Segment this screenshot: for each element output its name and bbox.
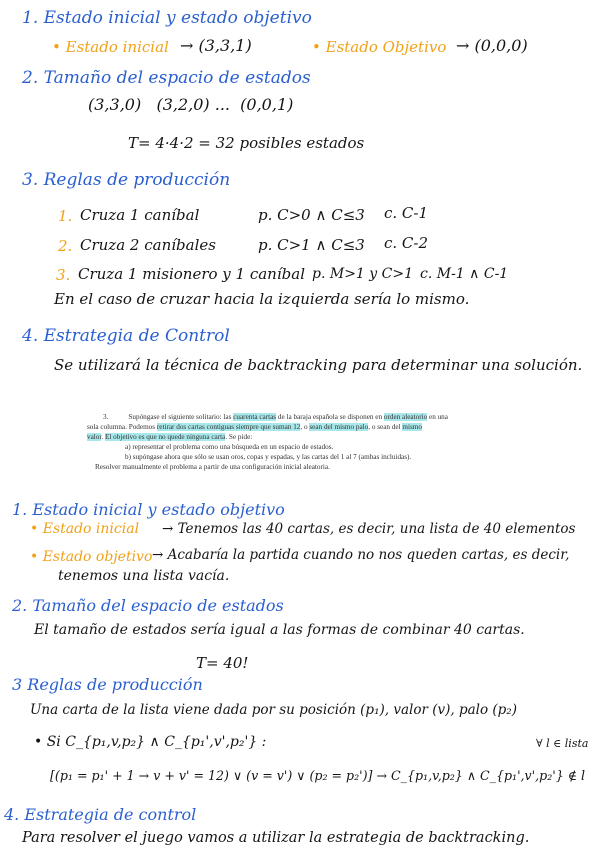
section-title-initial-goal: 1. Estado inicial y estado objetivo <box>22 8 312 28</box>
forall-list: ∀ l ∈ lista <box>536 737 589 750</box>
section-title-state-space: 2. Tamaño del espacio de estados <box>22 68 311 88</box>
problem-number: 3. <box>103 413 109 421</box>
problem-text: . <box>101 433 105 441</box>
state-space-total: T= 4·4·2 = 32 posibles estados <box>128 134 365 152</box>
rule-3-text: Cruza 1 misionero y 1 caníbal <box>78 265 305 283</box>
initial-state-label: • Estado inicial <box>52 38 169 56</box>
rule-2-precondition: p. C>1 ∧ C≤3 <box>258 236 365 254</box>
problem-item-c: Resolver manualmente el problema a partir de una configuración inicial aleatoria. <box>95 463 330 471</box>
rule-2-text: Cruza 2 caníbales <box>80 236 216 254</box>
rule-3-consequence: c. M-1 ∧ C-1 <box>420 266 509 282</box>
rule-3-precondition: p. M>1 y C>1 <box>312 266 413 282</box>
problem-text: sola columna. Podemos <box>87 423 157 431</box>
section-title-control-strategy: 4. Estrategia de Control <box>22 326 230 346</box>
section-title-control-strategy-2: 4. Estrategia de control <box>4 805 197 824</box>
initial-state-label-2: • Estado inicial <box>30 521 140 537</box>
control-strategy-text-2: Para resolver el juego vamos a utilizar la estrategia de backtracking. <box>22 830 530 846</box>
rule-formula-condition: • Si C_{p₁,v,p₂} ∧ C_{p₁',v',p₂'} : <box>34 734 267 750</box>
problem-text: en una <box>427 413 448 421</box>
initial-state-value: → (3,3,1) <box>180 36 252 55</box>
problem-text: . Se pide: <box>225 433 253 441</box>
initial-state-value-2: → Tenemos las 40 cartas, es decir, una lista de 40 elementos <box>162 521 576 537</box>
problem-highlight: El objetivo es que no quede ninguna carta <box>104 433 226 441</box>
problem-line-2 <box>87 422 517 432</box>
rule-3-number: 3. <box>56 266 71 284</box>
section-title-initial-goal-2: 1. Estado inicial y estado objetivo <box>12 500 285 519</box>
card-definition-text: Una carta de la lista viene dada por su posición (p₁), valor (v), palo (p₂) <box>30 702 517 718</box>
state-space-total-2: T= 40! <box>196 654 249 672</box>
rule-1-consequence: c. C-1 <box>384 204 429 222</box>
problem-text: Supóngase el siguiente solitario: las <box>128 413 234 421</box>
problem-highlight: valor <box>87 433 102 441</box>
problem-highlight: orden aleatorio <box>383 413 428 421</box>
rule-formula-implication: [(p₁ = p₁' + 1 → v + v' = 12) ∨ (v = v') ∨ (p₂ = p₂')] → C_{p₁,v,p₂} ∧ C_{p₁',v',p₂'} ∉ l <box>50 768 586 783</box>
rules-note: En el caso de cruzar hacia la izquierda sería lo mismo. <box>54 290 470 308</box>
section-title-production-rules: 3. Reglas de producción <box>22 170 231 190</box>
rule-2-number: 2. <box>58 237 73 255</box>
problem-text: , o sean del <box>368 423 403 431</box>
rule-1-text: Cruza 1 caníbal <box>80 206 200 224</box>
rule-1-number: 1. <box>58 207 73 225</box>
problem-text: , o <box>300 423 310 431</box>
control-strategy-text: Se utilizará la técnica de backtracking para determinar una solución. <box>54 356 583 374</box>
problem-item-b: b) supóngase ahora que sólo se usan oros, copas y espadas, y las cartas del 1 al 7 (ambas incluidas). <box>125 453 412 461</box>
problem-highlight: retirar dos cartas contiguas siempre que suman 12 <box>156 423 301 431</box>
problem-statement <box>87 412 525 472</box>
problem-item-a: a) representar el problema como una búsqueda en un espacio de estados. <box>125 443 334 451</box>
state-space-text-2: El tamaño de estados sería igual a las formas de combinar 40 cartas. <box>34 622 525 638</box>
rule-2-consequence: c. C-2 <box>384 234 429 252</box>
goal-state-value-2: → Acabaría la partida cuando no nos queden cartas, es decir, <box>152 547 570 563</box>
problem-highlight: sean del mismo palo <box>309 423 369 431</box>
state-examples: (3,3,0) (3,2,0) ... (0,0,1) <box>88 95 294 114</box>
goal-state-value-2b: tenemos una lista vacía. <box>58 568 230 584</box>
goal-state-label-2: • Estado objetivo <box>30 549 153 565</box>
problem-text: de la baraja española se disponen en <box>276 413 384 421</box>
section-title-production-rules-2: 3 Reglas de producción <box>12 675 203 694</box>
problem-highlight: cuarenta cartas <box>233 413 277 421</box>
problem-line-3 <box>87 432 517 442</box>
section-title-state-space-2: 2. Tamaño del espacio de estados <box>12 596 284 615</box>
problem-line-1 <box>95 412 525 422</box>
goal-state-label: • Estado Objetivo <box>312 38 447 56</box>
goal-state-value: → (0,0,0) <box>456 36 528 55</box>
rule-1-precondition: p. C>0 ∧ C≤3 <box>258 206 365 224</box>
problem-highlight: mismo <box>402 423 422 431</box>
